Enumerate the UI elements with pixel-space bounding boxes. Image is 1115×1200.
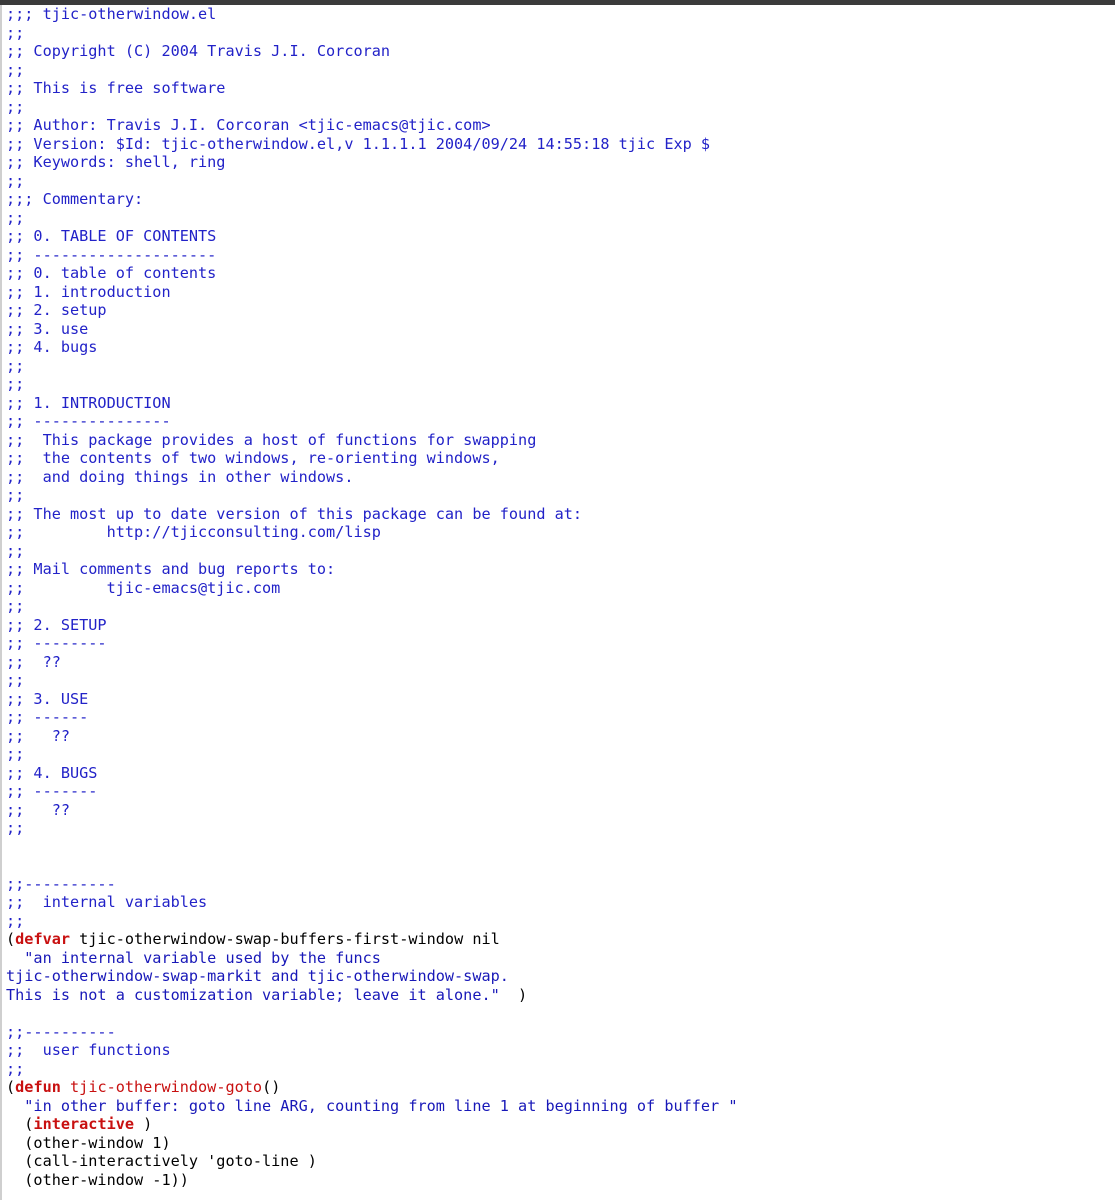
code-token: ;; Copyright (C) 2004 Travis J.I. Corcoran xyxy=(6,42,391,60)
code-token: ;; user functions xyxy=(6,1041,171,1059)
code-line[interactable] xyxy=(6,486,738,505)
code-token: ;; 4. BUGS xyxy=(6,763,98,782)
code-token: ;;; tjic-otherwindow.el xyxy=(6,5,217,23)
code-line[interactable] xyxy=(6,449,738,468)
code-line[interactable] xyxy=(6,764,738,783)
editor-left-gutter xyxy=(0,5,2,1200)
code-token: ;; 4. bugs xyxy=(6,338,98,356)
code-line[interactable] xyxy=(6,634,738,653)
code-token: ;; This is free software xyxy=(6,79,226,97)
code-token: ;; ?? xyxy=(6,800,71,819)
code-token: ;; 3. USE xyxy=(6,689,89,708)
code-token: ;; Version: $Id: tjic-otherwindow.el,v 1.1.1.1 2004/09/24 14:55:18 tjic Exp $ xyxy=(6,134,711,153)
code-line[interactable] xyxy=(6,61,738,80)
code-token: tjic-otherwindow-swap-buffers-first-window nil xyxy=(70,930,500,948)
code-line[interactable] xyxy=(6,5,738,24)
code-token: ;; ?? xyxy=(6,652,61,671)
code-token: ;;; Commentary: xyxy=(6,190,144,208)
code-line[interactable] xyxy=(6,967,738,986)
code-line[interactable] xyxy=(6,671,738,690)
code-token: ;; ?? xyxy=(6,726,71,745)
code-line[interactable] xyxy=(6,1078,738,1097)
code-line[interactable] xyxy=(6,209,738,228)
code-line[interactable] xyxy=(6,394,738,413)
code-line[interactable] xyxy=(6,1134,738,1153)
code-line[interactable] xyxy=(6,283,738,302)
code-token: ( xyxy=(6,930,16,948)
code-token: (call-interactively 'goto-line ) xyxy=(6,1152,317,1170)
code-line[interactable] xyxy=(6,949,738,968)
code-line[interactable] xyxy=(6,523,738,542)
code-token: ;; xyxy=(6,486,25,504)
code-token: ;; xyxy=(6,745,25,763)
code-token: ;; the contents of two windows, re-orienting windows, xyxy=(6,449,500,467)
code-line[interactable] xyxy=(6,708,738,727)
code-line[interactable] xyxy=(6,986,738,1005)
code-line[interactable] xyxy=(6,745,738,764)
code-token: ;; 1. introduction xyxy=(6,282,171,301)
code-token: ;; xyxy=(6,1059,25,1078)
code-token: "an internal variable used by the funcs xyxy=(6,948,381,967)
code-line[interactable] xyxy=(6,579,738,598)
code-token: ;; xyxy=(6,171,25,190)
code-token: ) xyxy=(499,985,528,1004)
code-token: ;;---------- xyxy=(6,874,116,893)
code-line[interactable] xyxy=(6,1115,738,1134)
code-token: ( xyxy=(6,1115,34,1133)
code-token: ;; This package provides a host of functions for swapping xyxy=(6,430,537,449)
code-token: ;; 3. use xyxy=(6,319,89,338)
code-line[interactable] xyxy=(6,505,738,524)
code-token: ;; tjic-emacs@tjic.com xyxy=(6,578,281,597)
code-line[interactable] xyxy=(6,431,738,450)
code-token: ;; xyxy=(6,597,25,615)
code-line[interactable] xyxy=(6,301,738,320)
code-line[interactable] xyxy=(6,542,738,561)
code-line[interactable] xyxy=(6,893,738,912)
code-line[interactable] xyxy=(6,1097,738,1116)
code-line[interactable] xyxy=(6,930,738,949)
code-token: This is not a customization variable; leave it alone." xyxy=(6,985,500,1004)
code-token: ;; xyxy=(6,97,25,116)
code-line[interactable] xyxy=(6,1152,738,1171)
code-token: ;; xyxy=(6,911,25,930)
code-token: ;; ------- xyxy=(6,782,98,800)
code-token xyxy=(61,1078,70,1096)
code-line[interactable] xyxy=(6,727,738,746)
code-line[interactable] xyxy=(6,801,738,820)
code-token: ;; -------------------- xyxy=(6,245,217,264)
code-token: ;;---------- xyxy=(6,1022,116,1041)
code-line[interactable] xyxy=(6,1041,738,1060)
code-token: ;; The most up to date version of this package can be found at: xyxy=(6,504,583,523)
code-token: ;; ------ xyxy=(6,708,89,726)
code-line[interactable] xyxy=(6,653,738,672)
code-line[interactable] xyxy=(6,912,738,931)
code-token: ;; --------------- xyxy=(6,412,171,430)
code-line[interactable] xyxy=(6,1171,738,1190)
code-token: ;; 1. INTRODUCTION xyxy=(6,393,171,412)
code-line[interactable] xyxy=(6,560,738,579)
code-line[interactable] xyxy=(6,153,738,172)
code-token: ;; xyxy=(6,671,25,689)
code-token: ;; internal variables xyxy=(6,893,208,911)
code-line[interactable] xyxy=(6,98,738,117)
code-token: ;; Keywords: shell, ring xyxy=(6,153,226,171)
code-token: ;; xyxy=(6,375,25,393)
code-token: ;; 2. SETUP xyxy=(6,615,107,634)
code-line[interactable] xyxy=(6,782,738,801)
code-token: interactive xyxy=(33,1115,135,1133)
code-editor-text-area[interactable] xyxy=(6,5,738,1189)
code-token: ;; http://tjicconsulting.com/lisp xyxy=(6,523,381,541)
code-token: ( xyxy=(6,1078,16,1096)
code-line[interactable] xyxy=(6,875,738,894)
code-token: ;; xyxy=(6,208,25,227)
code-line[interactable] xyxy=(6,338,738,357)
code-line[interactable] xyxy=(6,412,738,431)
code-line[interactable] xyxy=(6,135,738,154)
code-line[interactable] xyxy=(6,246,738,265)
code-line[interactable] xyxy=(6,79,738,98)
code-line[interactable] xyxy=(6,1004,738,1023)
code-line[interactable] xyxy=(6,856,738,875)
code-token: ;; 0. table of contents xyxy=(6,264,217,282)
code-line[interactable] xyxy=(6,116,738,135)
code-line[interactable] xyxy=(6,357,738,376)
code-token: defun xyxy=(15,1078,61,1096)
code-token: ;; xyxy=(6,23,25,42)
code-token: ) xyxy=(134,1115,153,1133)
code-token: ;; Mail comments and bug reports to: xyxy=(6,560,336,578)
code-line[interactable] xyxy=(6,819,738,838)
code-line[interactable] xyxy=(6,838,738,857)
code-line[interactable] xyxy=(6,1023,738,1042)
code-token: ;; xyxy=(6,819,25,837)
code-line[interactable] xyxy=(6,24,738,43)
code-token: ;; xyxy=(6,60,25,79)
code-token: ;; and doing things in other windows. xyxy=(6,467,354,486)
code-line[interactable] xyxy=(6,264,738,283)
code-line[interactable] xyxy=(6,597,738,616)
code-token: ;; xyxy=(6,356,25,375)
code-token: () xyxy=(262,1078,281,1096)
code-line[interactable] xyxy=(6,320,738,339)
code-token: tjic-otherwindow-goto xyxy=(70,1078,263,1096)
code-line[interactable] xyxy=(6,172,738,191)
code-token: tjic-otherwindow-swap-markit and tjic-otherwindow-swap. xyxy=(6,967,509,985)
code-line[interactable] xyxy=(6,690,738,709)
code-token: ;; -------- xyxy=(6,634,107,652)
code-line[interactable] xyxy=(6,190,738,209)
code-token: ;; 0. TABLE OF CONTENTS xyxy=(6,227,217,245)
code-token: ;; xyxy=(6,541,25,560)
code-token: (other-window 1) xyxy=(6,1133,171,1152)
code-line[interactable] xyxy=(6,468,738,487)
code-line[interactable] xyxy=(6,227,738,246)
code-line[interactable] xyxy=(6,1060,738,1079)
code-token: defvar xyxy=(15,930,71,948)
code-token: "in other buffer: goto line ARG, counting from line 1 at beginning of buffer " xyxy=(6,1096,738,1115)
code-line[interactable] xyxy=(6,616,738,635)
code-token: ;; Author: Travis J.I. Corcoran <tjic-emacs@tjic.com> xyxy=(6,116,491,134)
code-line[interactable] xyxy=(6,42,738,61)
code-token: (other-window -1)) xyxy=(6,1170,189,1189)
code-token: ;; 2. setup xyxy=(6,301,107,319)
code-line[interactable] xyxy=(6,375,738,394)
